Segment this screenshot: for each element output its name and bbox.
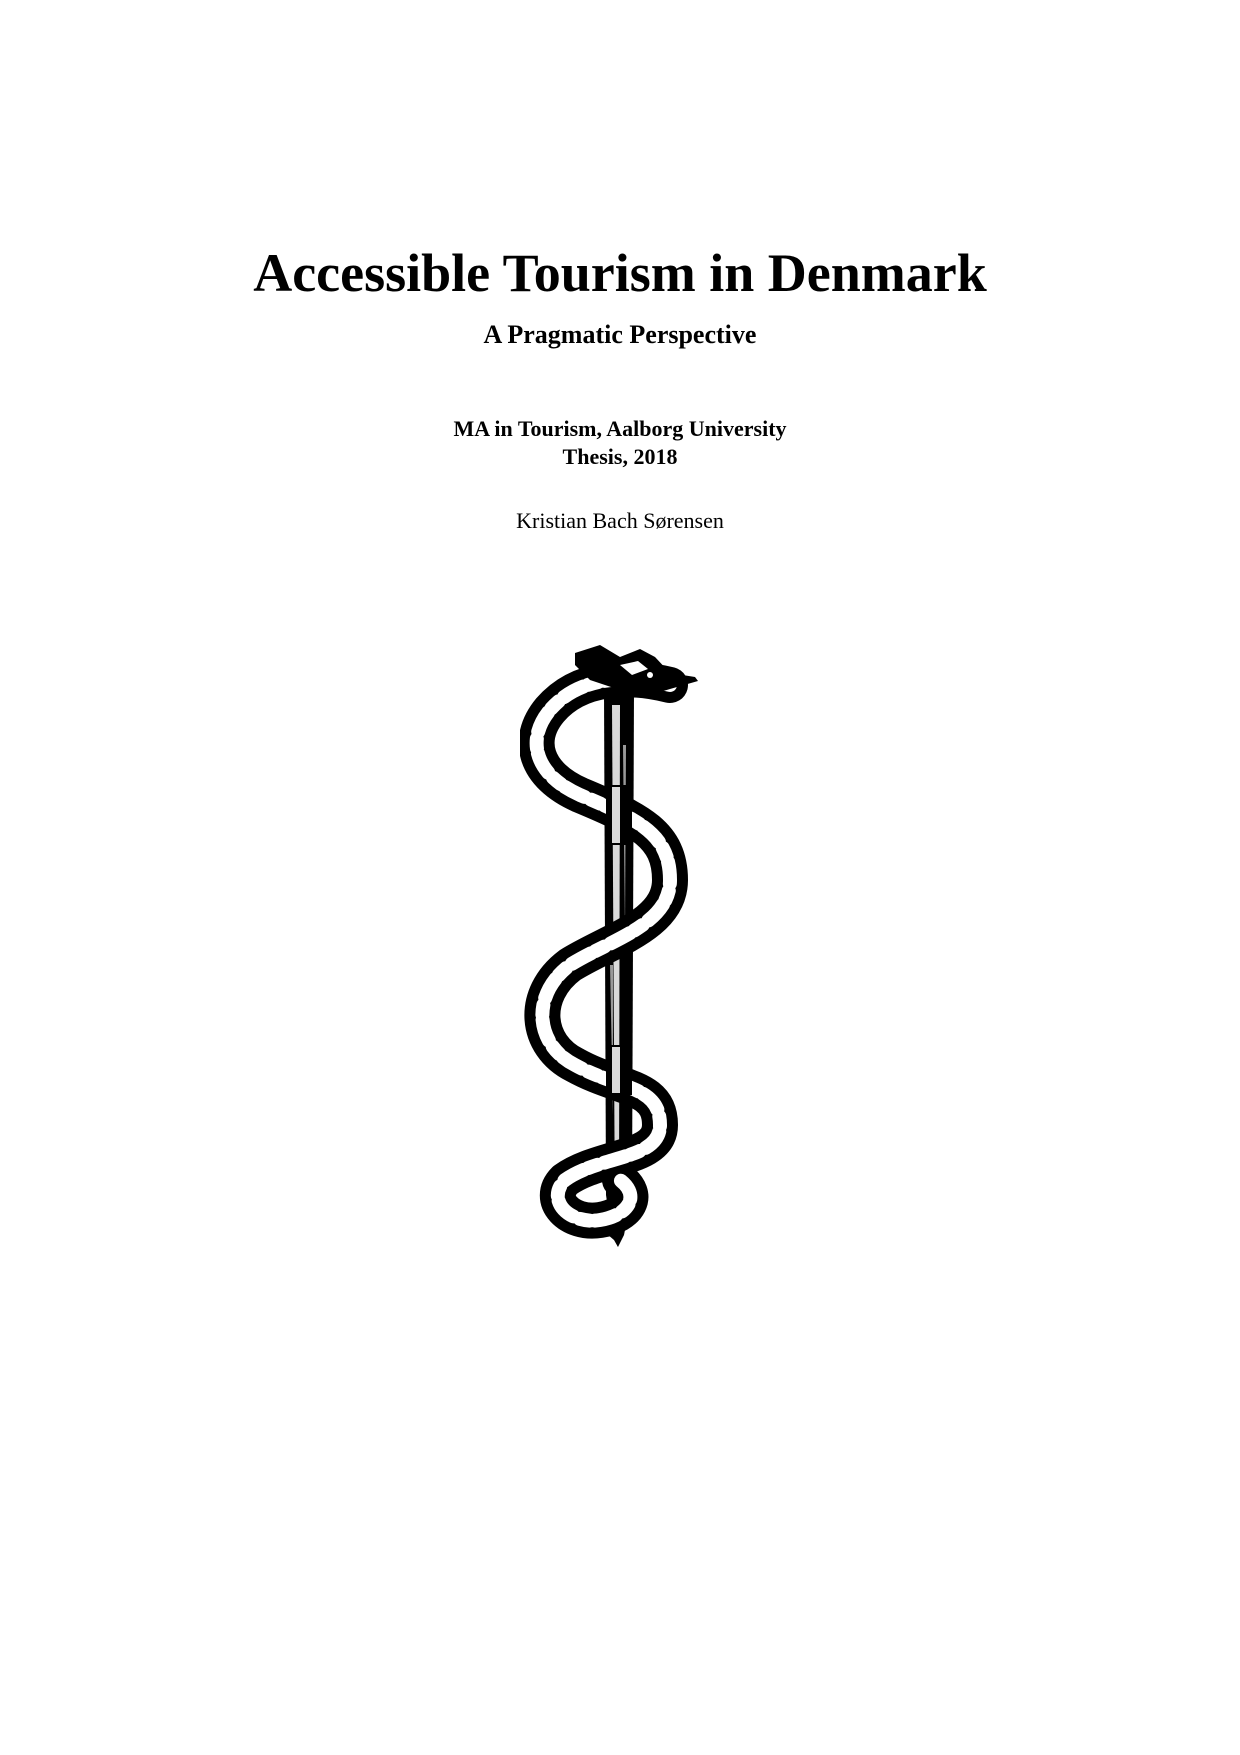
- rod-of-asclepius-icon: [520, 635, 720, 1265]
- document-title: Accessible Tourism in Denmark: [253, 243, 987, 303]
- thesis-year-line: Thesis, 2018: [562, 444, 678, 469]
- author-name: Kristian Bach Sørensen: [516, 508, 724, 533]
- document-subtitle: A Pragmatic Perspective: [483, 320, 757, 349]
- program-line: MA in Tourism, Aalborg University: [453, 416, 787, 441]
- serpent-shape: [537, 679, 670, 1220]
